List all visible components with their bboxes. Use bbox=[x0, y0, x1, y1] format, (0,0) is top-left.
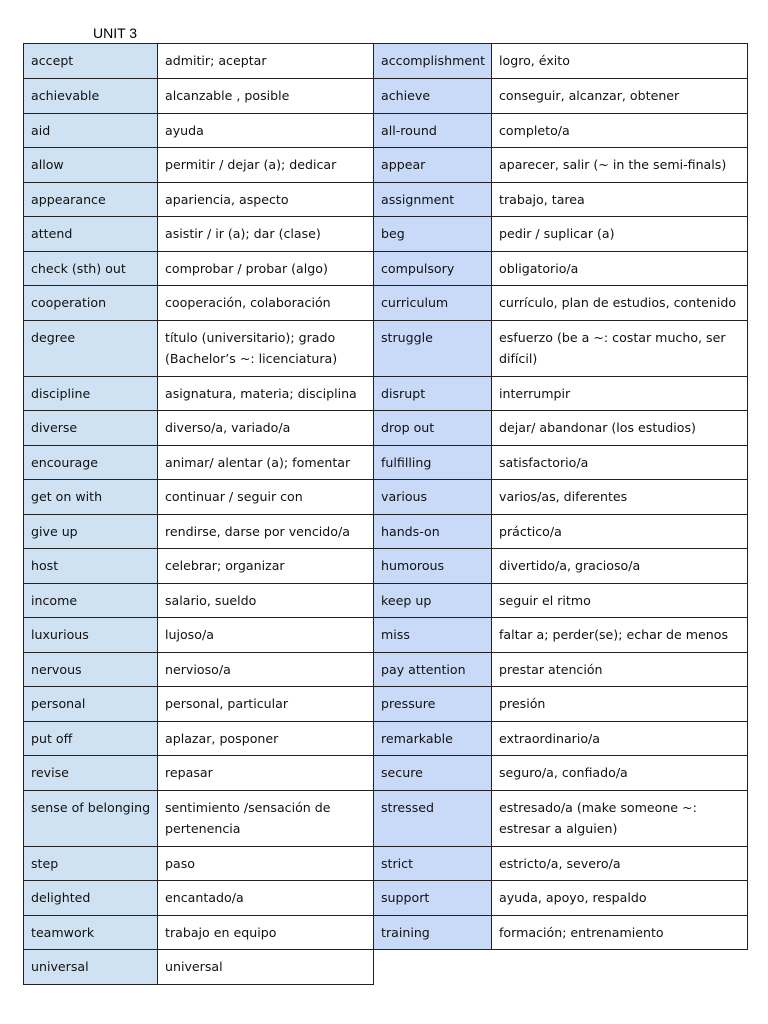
vocab-definition: estresado/a (make someone ~: estresar a alguien) bbox=[492, 791, 748, 847]
vocab-term: delighted bbox=[24, 881, 158, 916]
vocab-term: degree bbox=[24, 321, 158, 377]
vocab-definition: personal, particular bbox=[158, 687, 374, 722]
vocab-row bbox=[374, 217, 748, 252]
vocab-term: achievable bbox=[24, 79, 158, 114]
vocab-row bbox=[24, 756, 374, 791]
vocab-definition: animar/ alentar (a); fomentar bbox=[158, 446, 374, 480]
vocab-term: beg bbox=[374, 217, 492, 252]
vocab-definition: asistir / ir (a); dar (clase) bbox=[158, 217, 374, 252]
vocab-term: compulsory bbox=[374, 252, 492, 286]
vocab-row bbox=[24, 847, 374, 881]
vocab-definition: nervioso/a bbox=[158, 653, 374, 687]
vocab-row bbox=[374, 791, 748, 847]
vocab-row bbox=[24, 377, 374, 411]
vocab-term: cooperation bbox=[24, 286, 158, 321]
vocab-definition: ayuda bbox=[158, 114, 374, 148]
vocab-row bbox=[374, 252, 748, 286]
vocab-term: humorous bbox=[374, 549, 492, 584]
vocab-definition: repasar bbox=[158, 756, 374, 791]
vocab-row bbox=[374, 183, 748, 217]
vocab-definition: trabajo en equipo bbox=[158, 916, 374, 950]
vocab-row bbox=[374, 148, 748, 183]
vocab-term: fulfilling bbox=[374, 446, 492, 480]
vocab-term: income bbox=[24, 584, 158, 618]
vocab-term: disrupt bbox=[374, 377, 492, 411]
vocab-definition: asignatura, materia; disciplina bbox=[158, 377, 374, 411]
vocab-term: pressure bbox=[374, 687, 492, 722]
vocab-term: assignment bbox=[374, 183, 492, 217]
vocab-term: hands-on bbox=[374, 515, 492, 549]
vocab-row bbox=[24, 480, 374, 515]
vocab-row bbox=[374, 411, 748, 446]
vocab-term: strict bbox=[374, 847, 492, 881]
vocab-definition: permitir / dejar (a); dedicar bbox=[158, 148, 374, 183]
vocab-term: personal bbox=[24, 687, 158, 722]
vocab-definition: lujoso/a bbox=[158, 618, 374, 653]
vocab-row bbox=[24, 791, 374, 847]
vocabulary-table-right bbox=[373, 43, 748, 950]
vocab-row bbox=[374, 44, 748, 79]
vocab-term: remarkable bbox=[374, 722, 492, 756]
vocab-term: appearance bbox=[24, 183, 158, 217]
vocab-term: training bbox=[374, 916, 492, 950]
vocab-definition: obligatorio/a bbox=[492, 252, 748, 286]
vocab-term: various bbox=[374, 480, 492, 515]
vocab-term: get on with bbox=[24, 480, 158, 515]
vocab-definition: dejar/ abandonar (los estudios) bbox=[492, 411, 748, 446]
vocab-definition: salario, sueldo bbox=[158, 584, 374, 618]
vocab-term: step bbox=[24, 847, 158, 881]
vocab-row bbox=[374, 618, 748, 653]
vocab-row bbox=[374, 653, 748, 687]
vocab-term: allow bbox=[24, 148, 158, 183]
vocab-definition: universal bbox=[158, 950, 374, 985]
vocab-row bbox=[24, 881, 374, 916]
vocab-row bbox=[24, 114, 374, 148]
vocab-term: keep up bbox=[374, 584, 492, 618]
vocab-definition: pedir / suplicar (a) bbox=[492, 217, 748, 252]
vocab-definition: esfuerzo (be a ~: costar mucho, ser difícil) bbox=[492, 321, 748, 377]
vocab-row bbox=[24, 916, 374, 950]
vocab-row bbox=[24, 722, 374, 756]
vocab-definition: celebrar; organizar bbox=[158, 549, 374, 584]
vocab-row bbox=[374, 722, 748, 756]
vocab-row bbox=[374, 756, 748, 791]
vocab-term: achieve bbox=[374, 79, 492, 114]
vocab-row bbox=[374, 515, 748, 549]
vocab-definition: rendirse, darse por vencido/a bbox=[158, 515, 374, 549]
vocab-row bbox=[374, 79, 748, 114]
vocab-term: appear bbox=[374, 148, 492, 183]
vocab-term: universal bbox=[24, 950, 158, 985]
vocab-term: support bbox=[374, 881, 492, 916]
vocab-definition: varios/as, diferentes bbox=[492, 480, 748, 515]
vocab-row bbox=[24, 515, 374, 549]
vocab-definition: práctico/a bbox=[492, 515, 748, 549]
vocab-row bbox=[24, 549, 374, 584]
vocab-term: nervous bbox=[24, 653, 158, 687]
vocab-definition: trabajo, tarea bbox=[492, 183, 748, 217]
vocab-row bbox=[24, 183, 374, 217]
vocab-row bbox=[24, 217, 374, 252]
unit-title: UNIT 3 bbox=[93, 25, 138, 41]
vocab-term: luxurious bbox=[24, 618, 158, 653]
vocab-row bbox=[24, 286, 374, 321]
vocab-definition: alcanzable , posible bbox=[158, 79, 374, 114]
vocab-definition: presión bbox=[492, 687, 748, 722]
vocab-row bbox=[24, 687, 374, 722]
vocab-term: drop out bbox=[374, 411, 492, 446]
vocab-term: give up bbox=[24, 515, 158, 549]
vocab-definition: completo/a bbox=[492, 114, 748, 148]
vocab-definition: formación; entrenamiento bbox=[492, 916, 748, 950]
vocab-term: revise bbox=[24, 756, 158, 791]
vocab-row bbox=[374, 321, 748, 377]
vocab-row bbox=[24, 44, 374, 79]
vocab-term: curriculum bbox=[374, 286, 492, 321]
vocab-term: check (sth) out bbox=[24, 252, 158, 286]
vocab-definition: cooperación, colaboración bbox=[158, 286, 374, 321]
vocab-definition: título (universitario); grado (Bachelor’s ~: licenciatura) bbox=[158, 321, 374, 377]
vocab-definition: logro, éxito bbox=[492, 44, 748, 79]
vocab-definition: currículo, plan de estudios, contenido bbox=[492, 286, 748, 321]
vocab-definition: aparecer, salir (~ in the semi-finals) bbox=[492, 148, 748, 183]
vocab-term: all-round bbox=[374, 114, 492, 148]
vocab-term: accomplishment bbox=[374, 44, 492, 79]
vocab-row bbox=[24, 252, 374, 286]
vocab-row bbox=[374, 916, 748, 950]
vocab-row bbox=[24, 446, 374, 480]
vocab-row bbox=[24, 584, 374, 618]
vocab-definition: comprobar / probar (algo) bbox=[158, 252, 374, 286]
vocab-term: put off bbox=[24, 722, 158, 756]
vocab-definition: extraordinario/a bbox=[492, 722, 748, 756]
vocab-definition: conseguir, alcanzar, obtener bbox=[492, 79, 748, 114]
vocab-row bbox=[24, 411, 374, 446]
vocab-term: attend bbox=[24, 217, 158, 252]
vocab-row bbox=[24, 950, 374, 985]
vocab-row bbox=[374, 114, 748, 148]
vocab-term: miss bbox=[374, 618, 492, 653]
vocab-row bbox=[374, 881, 748, 916]
vocab-definition: admitir; aceptar bbox=[158, 44, 374, 79]
vocab-row bbox=[374, 480, 748, 515]
vocabulary-table-left bbox=[23, 43, 374, 985]
vocab-row bbox=[374, 286, 748, 321]
vocab-row bbox=[24, 79, 374, 114]
vocab-row bbox=[24, 321, 374, 377]
vocab-definition: faltar a; perder(se); echar de menos bbox=[492, 618, 748, 653]
vocab-row bbox=[24, 653, 374, 687]
vocab-term: discipline bbox=[24, 377, 158, 411]
vocab-definition: divertido/a, gracioso/a bbox=[492, 549, 748, 584]
vocab-term: stressed bbox=[374, 791, 492, 847]
vocab-row bbox=[374, 377, 748, 411]
vocab-definition: paso bbox=[158, 847, 374, 881]
vocab-definition: apariencia, aspecto bbox=[158, 183, 374, 217]
vocab-term: struggle bbox=[374, 321, 492, 377]
vocab-row bbox=[374, 687, 748, 722]
vocab-definition: interrumpir bbox=[492, 377, 748, 411]
vocab-definition: ayuda, apoyo, respaldo bbox=[492, 881, 748, 916]
vocab-row bbox=[24, 618, 374, 653]
vocab-term: host bbox=[24, 549, 158, 584]
vocab-definition: satisfactorio/a bbox=[492, 446, 748, 480]
vocab-term: pay attention bbox=[374, 653, 492, 687]
vocab-term: accept bbox=[24, 44, 158, 79]
vocab-term: teamwork bbox=[24, 916, 158, 950]
vocab-term: sense of belonging bbox=[24, 791, 158, 847]
vocab-definition: aplazar, posponer bbox=[158, 722, 374, 756]
vocab-definition: diverso/a, variado/a bbox=[158, 411, 374, 446]
vocab-definition: seguro/a, confiado/a bbox=[492, 756, 748, 791]
vocab-definition: encantado/a bbox=[158, 881, 374, 916]
vocab-row bbox=[374, 446, 748, 480]
vocab-row bbox=[24, 148, 374, 183]
vocab-definition: sentimiento /sensación de pertenencia bbox=[158, 791, 374, 847]
vocab-row bbox=[374, 847, 748, 881]
vocab-term: encourage bbox=[24, 446, 158, 480]
vocab-row bbox=[374, 584, 748, 618]
vocab-term: aid bbox=[24, 114, 158, 148]
vocab-definition: prestar atención bbox=[492, 653, 748, 687]
vocab-row bbox=[374, 549, 748, 584]
vocab-definition: estricto/a, severo/a bbox=[492, 847, 748, 881]
vocab-definition: continuar / seguir con bbox=[158, 480, 374, 515]
vocab-definition: seguir el ritmo bbox=[492, 584, 748, 618]
vocab-term: secure bbox=[374, 756, 492, 791]
vocab-term: diverse bbox=[24, 411, 158, 446]
